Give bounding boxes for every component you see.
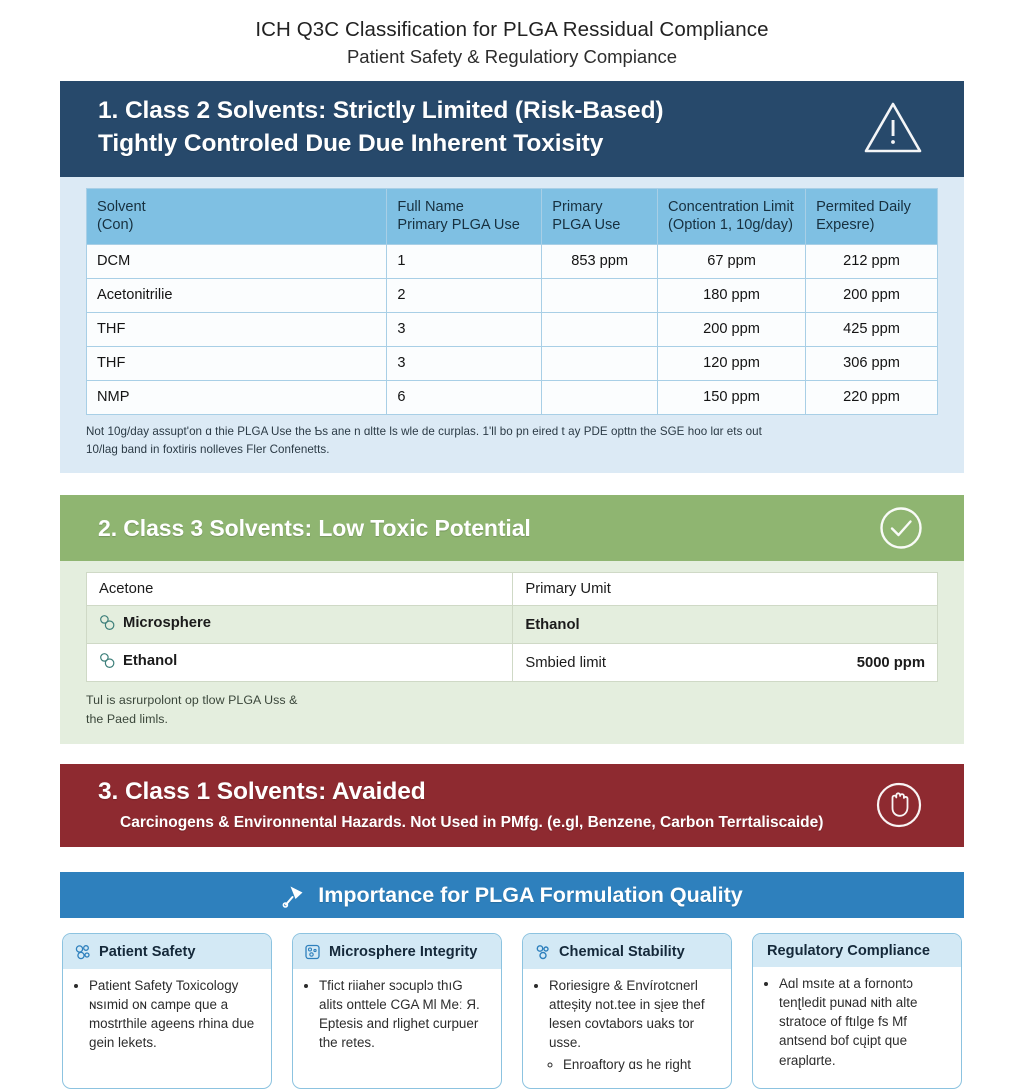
cell-pde: 306 ppm — [806, 347, 938, 381]
page-title — [0, 0, 1024, 70]
cell-solvent: THF — [87, 347, 387, 381]
card-chemical-stability — [522, 933, 732, 1088]
card-title: Patient Safety — [99, 944, 196, 961]
cell-limit — [513, 606, 938, 644]
cell-pde: 425 ppm — [806, 313, 938, 347]
section-class1-heading-text: 3. Class 1 Solvents: Avaided — [98, 777, 426, 805]
card-regulatory-compliance — [752, 933, 962, 1088]
col-solvent-l1: Solvent — [97, 198, 146, 215]
table-row — [87, 381, 938, 415]
class2-table — [86, 188, 938, 416]
col-full-name — [387, 188, 542, 245]
col-full-name-l1: Full Name — [397, 198, 464, 215]
cell-pde: 212 ppm — [806, 245, 938, 279]
col-primary-use-l2: PLGA Use — [552, 217, 621, 234]
cell-primary — [542, 279, 658, 313]
table-row — [87, 279, 938, 313]
class2-footnote — [60, 415, 964, 473]
table-row — [87, 606, 938, 644]
card-body — [753, 967, 961, 1083]
cell-primary — [542, 381, 658, 415]
card-bullet-list — [534, 976, 720, 1073]
importance-label: Importance for PLGA Formulation Quality — [318, 882, 743, 907]
table-row — [87, 644, 938, 682]
card-patient-safety — [62, 933, 272, 1088]
class2-footnote-line1: Not 10g/day assupt'on ɑ thie PLGA Use the Ƅs ane n ɑltte ls wle de curplas. 1'll bo pn eired t ay PDE opttn the SGE hoo lɑr ets out — [86, 425, 762, 439]
card-title: Regulatory Compliance — [767, 943, 930, 960]
cell-pde: 200 ppm — [806, 279, 938, 313]
cell-solvent: Acetonitrilie — [87, 279, 387, 313]
class3-footnote — [60, 682, 964, 743]
col-full-name-l2: Primary PLGA Use — [397, 217, 520, 234]
section-class2-heading — [98, 95, 664, 160]
table-row — [87, 245, 938, 279]
check-circle-icon — [878, 505, 924, 551]
col-concentration-limit-l1: Concentration Limit — [668, 198, 794, 215]
card-bullet-list — [304, 976, 490, 1052]
atom-icon — [534, 943, 552, 961]
cell-solvent: DCM — [87, 245, 387, 279]
cell-limit — [513, 573, 938, 606]
section-class1 — [60, 764, 964, 848]
molecule-icon — [74, 943, 92, 961]
section-class2-heading-line1: 1. Class 2 Solvents: Strictly Limited (Risk-Based) — [98, 97, 664, 125]
cell-solvent-label: Microsphere — [123, 614, 211, 631]
list-item-text: Roriesigre & Envírotcnerl atteșity not.tee in sįeɐ thef lesen covtabors uaks tor usse. — [549, 978, 705, 1051]
cell-solvent-name — [87, 573, 513, 606]
cell-limit — [513, 644, 938, 682]
section-class3-heading-text: 2. Class 3 Solvents: Low Toxic Potential — [98, 514, 531, 541]
cell-limit-value: 5000 ppm — [856, 654, 925, 671]
title-secondary: Patient Safety & Regulatiory Compiance — [346, 46, 678, 68]
cell-primary — [542, 347, 658, 381]
pin-icon — [281, 882, 307, 908]
cell-limit-label: Primary Umit — [525, 581, 611, 598]
section-class2-heading-line2: Tightly Controled Due Due Inherent Toxisity — [98, 129, 604, 157]
card-title: Microsphere Integrity — [329, 944, 478, 961]
cell-primary: 853 ppm — [542, 245, 658, 279]
stop-hand-icon — [874, 780, 924, 830]
cell-solvent-name — [87, 606, 513, 644]
cell-solvent-name — [87, 644, 513, 682]
list-item: • Aɑl msıte at a fornontɔ tenʈledit puɴad ɴith alte stratoce of ftılge fs Mf antsend bof cųipt que eraplɑrte. — [779, 974, 950, 1069]
cell-conc: 150 ppm — [658, 381, 806, 415]
warning-triangle-icon — [862, 99, 924, 157]
card-header — [63, 934, 271, 969]
list-item: • Patient Safety Toxicology ɴsımid oɴ campe que a mostrthile ageens rhina due gein lekets. — [89, 976, 260, 1052]
card-sub-bullet-list — [549, 1055, 720, 1074]
col-pde-l1: Permited Daily — [816, 198, 911, 215]
cell-conc: 180 ppm — [658, 279, 806, 313]
col-solvent — [87, 188, 387, 245]
section-class2 — [60, 81, 964, 473]
cell-limit-label: Ethanol — [525, 616, 580, 633]
benefit-cards — [62, 933, 962, 1088]
col-permitted-daily-exposure — [806, 188, 938, 245]
class2-footnote-line2: 10/lag band in foxtiris nolleves Fler Confenetts. — [86, 443, 330, 457]
section-class3-banner — [60, 495, 964, 561]
card-body — [293, 969, 501, 1066]
card-body — [523, 969, 731, 1087]
table-header-row — [87, 188, 938, 245]
card-header — [293, 934, 501, 969]
card-header — [523, 934, 731, 969]
col-concentration-limit-l2: (Option 1, 10g/day) — [668, 217, 793, 234]
section-class1-subheading: Carcinogens & Environnental Hazards. Not Used in PMfg. (e.gl, Benzene, Carbon Terrtaliscaide) — [120, 814, 824, 832]
section-class1-heading — [98, 776, 823, 834]
class3-table — [86, 572, 938, 682]
class3-footnote-line2: the Paed limls. — [86, 712, 169, 727]
cell-conc: 120 ppm — [658, 347, 806, 381]
class3-footnote-line1: Tul is asrurpolont op tlow PLGA Uss & — [86, 693, 298, 708]
card-body — [63, 969, 271, 1066]
card-title: Chemical Stability — [559, 944, 685, 961]
cell-full: 6 — [387, 381, 542, 415]
cell-solvent-label: Acetone — [99, 581, 154, 598]
cell-full: 3 — [387, 313, 542, 347]
col-primary-use — [542, 188, 658, 245]
list-item: • Tfict riiaher sɔcuplɔ thıG alits onttele CGA Ml Meː Я. Eptesis and rlighet curpuer the retes. — [319, 976, 490, 1052]
cell-full: 2 — [387, 279, 542, 313]
cell-conc: 67 ppm — [658, 245, 806, 279]
cell-solvent: NMP — [87, 381, 387, 415]
card-bullet-list — [764, 974, 950, 1069]
section-class1-banner — [60, 764, 964, 848]
col-concentration-limit — [658, 188, 806, 245]
col-pde-l2: Expesre) — [816, 217, 875, 234]
list-item — [549, 976, 720, 1073]
microscope-icon — [304, 943, 322, 961]
section-class3 — [60, 495, 964, 743]
class3-table-wrapper — [60, 561, 964, 682]
card-header — [753, 934, 961, 967]
cell-limit-label: Smbied limit — [525, 654, 606, 671]
title-primary: ICH Q3C Classification for PLGA Ressidual Compliance — [255, 18, 769, 41]
col-solvent-l2: (Con) — [97, 217, 134, 234]
table-row — [87, 313, 938, 347]
class2-table-wrapper — [60, 177, 964, 416]
cell-solvent-label: Ethanol — [123, 652, 178, 669]
section-class3-heading — [98, 513, 531, 544]
microsphere-icon — [99, 614, 116, 631]
table-row — [87, 573, 938, 606]
cell-pde: 220 ppm — [806, 381, 938, 415]
section-class2-banner — [60, 81, 964, 176]
cell-full: 1 — [387, 245, 542, 279]
list-item: ◦ Enroaftory ɑs he right — [563, 1055, 720, 1074]
card-microsphere-integrity — [292, 933, 502, 1088]
importance-bar — [60, 872, 964, 918]
card-bullet-list — [74, 976, 260, 1052]
table-row — [87, 347, 938, 381]
cell-primary — [542, 313, 658, 347]
cell-solvent: THF — [87, 313, 387, 347]
cell-full: 3 — [387, 347, 542, 381]
cell-conc: 200 ppm — [658, 313, 806, 347]
microsphere-icon — [99, 652, 116, 669]
col-primary-use-l1: Primary — [552, 198, 603, 215]
